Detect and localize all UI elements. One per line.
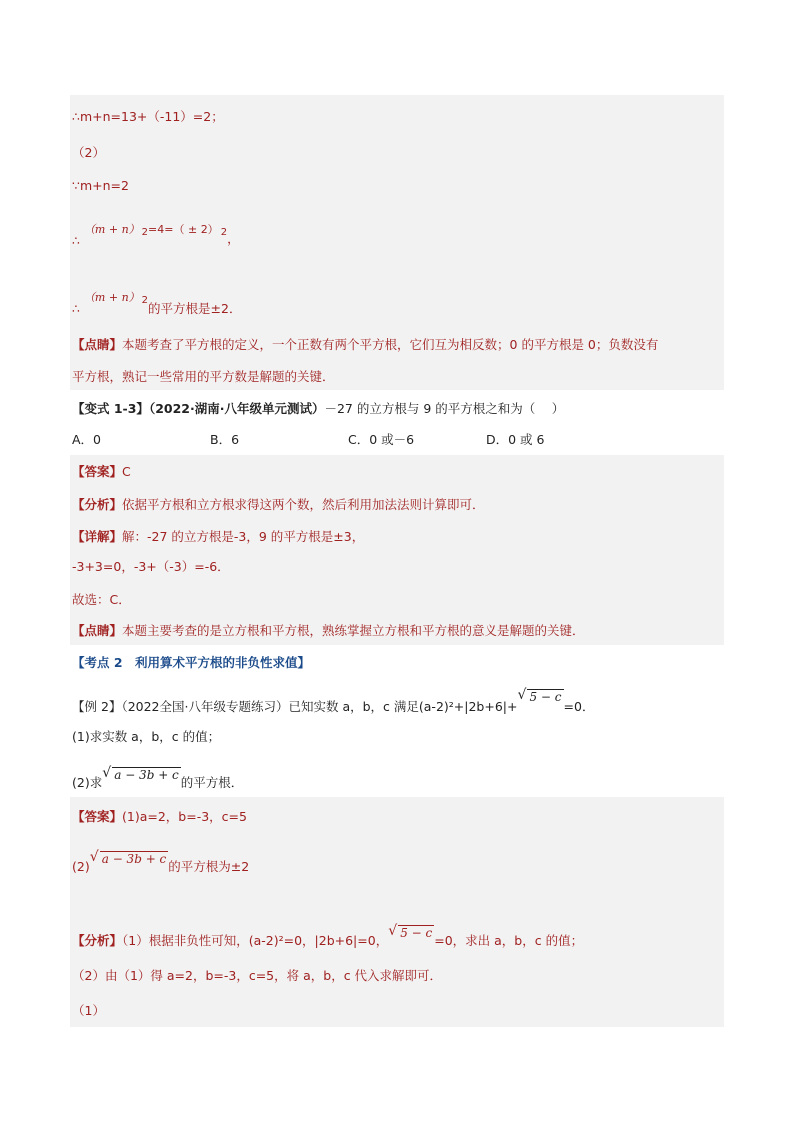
remark-1: 【点睛】本题考查了平方根的定义，一个正数有两个平方根，它们互为相反数；0 的平方根是 0；负数没有 bbox=[72, 337, 659, 352]
detail-1: 【详解】解：-27 的立方根是-3，9 的平方根是±3， bbox=[72, 529, 365, 544]
solution-line-1: ∴m+n=13+（-11）=2； bbox=[72, 109, 224, 124]
detail-1-line-3: 故选：C． bbox=[72, 592, 131, 607]
sqrt-5-minus-c-analysis: √ 5 − c bbox=[388, 923, 433, 940]
solution-line-4: ∴ （m + n） $^2$=4=（ ± 2） $^2$， bbox=[72, 223, 240, 248]
option-c: C．0 或－6 bbox=[348, 432, 415, 447]
answer-2-line-2: (2) √ a − 3b + c 的平方根为±2 bbox=[72, 849, 250, 874]
solution-line-3: ∵m+n=2 bbox=[72, 178, 129, 193]
analysis-1: 【分析】依据平方根和立方根求得这两个数，然后利用加法法则计算即可． bbox=[72, 497, 485, 512]
detail-1-line-2: -3+3=0，-3+（-3）=-6． bbox=[72, 559, 230, 574]
option-d: D．0 或 6 bbox=[486, 432, 545, 447]
answer-block bbox=[70, 455, 724, 645]
analysis-2-line-2: （2）由（1）得 a=2，b=-3，c=5，将 a，b，c 代入求解即可． bbox=[72, 968, 443, 983]
analysis-2: 【分析】（1）根据非负性可知，(a-2)²=0，|2b+6|=0， √ 5 − c =0，求出 a，b，c 的值； bbox=[72, 923, 584, 948]
remark-2: 【点睛】本题主要考查的是立方根和平方根，熟练掌握立方根和平方根的意义是解题的关键． bbox=[72, 623, 585, 638]
answer-2: 【答案】(1)a=2，b=-3，c=5 bbox=[72, 809, 247, 824]
variant-question: 【变式 1-3】（2022·湖南·八年级单元测试）－27 的立方根与 9 的平方根之和为（ ） bbox=[72, 401, 565, 416]
option-b: B．6 bbox=[210, 432, 240, 447]
answer-1: 【答案】C bbox=[72, 464, 131, 479]
section-title: 【考点 2 利用算术平方根的非负性求值】 bbox=[72, 655, 311, 670]
remark-1-cont: 平方根，熟记一些常用的平方数是解题的关键． bbox=[72, 369, 335, 384]
example-2: 【例 2】（2022全国·八年级专题练习）已知实数 a，b，c 满足(a-2)²+|2b+6|+ √ 5 − c=0． bbox=[72, 687, 595, 714]
solution-line-2: （2） bbox=[72, 145, 105, 160]
sqrt-expression-answer: √ a − 3b + c bbox=[89, 849, 167, 866]
solution-line-5: ∴ （m + n） $^2$的平方根是±2． bbox=[72, 291, 242, 316]
answer2-block bbox=[70, 797, 724, 1027]
sqrt-5-minus-c: √ 5 − c bbox=[517, 687, 562, 704]
analysis-2-line-3: （1） bbox=[72, 1003, 105, 1018]
example-2-q1: (1)求实数 a，b，c 的值； bbox=[72, 729, 221, 744]
example-2-q2: (2)求 √ a − 3b + c 的平方根． bbox=[72, 765, 244, 790]
option-a: A．0 bbox=[72, 432, 102, 447]
sqrt-expression: √ a − 3b + c bbox=[102, 765, 179, 782]
